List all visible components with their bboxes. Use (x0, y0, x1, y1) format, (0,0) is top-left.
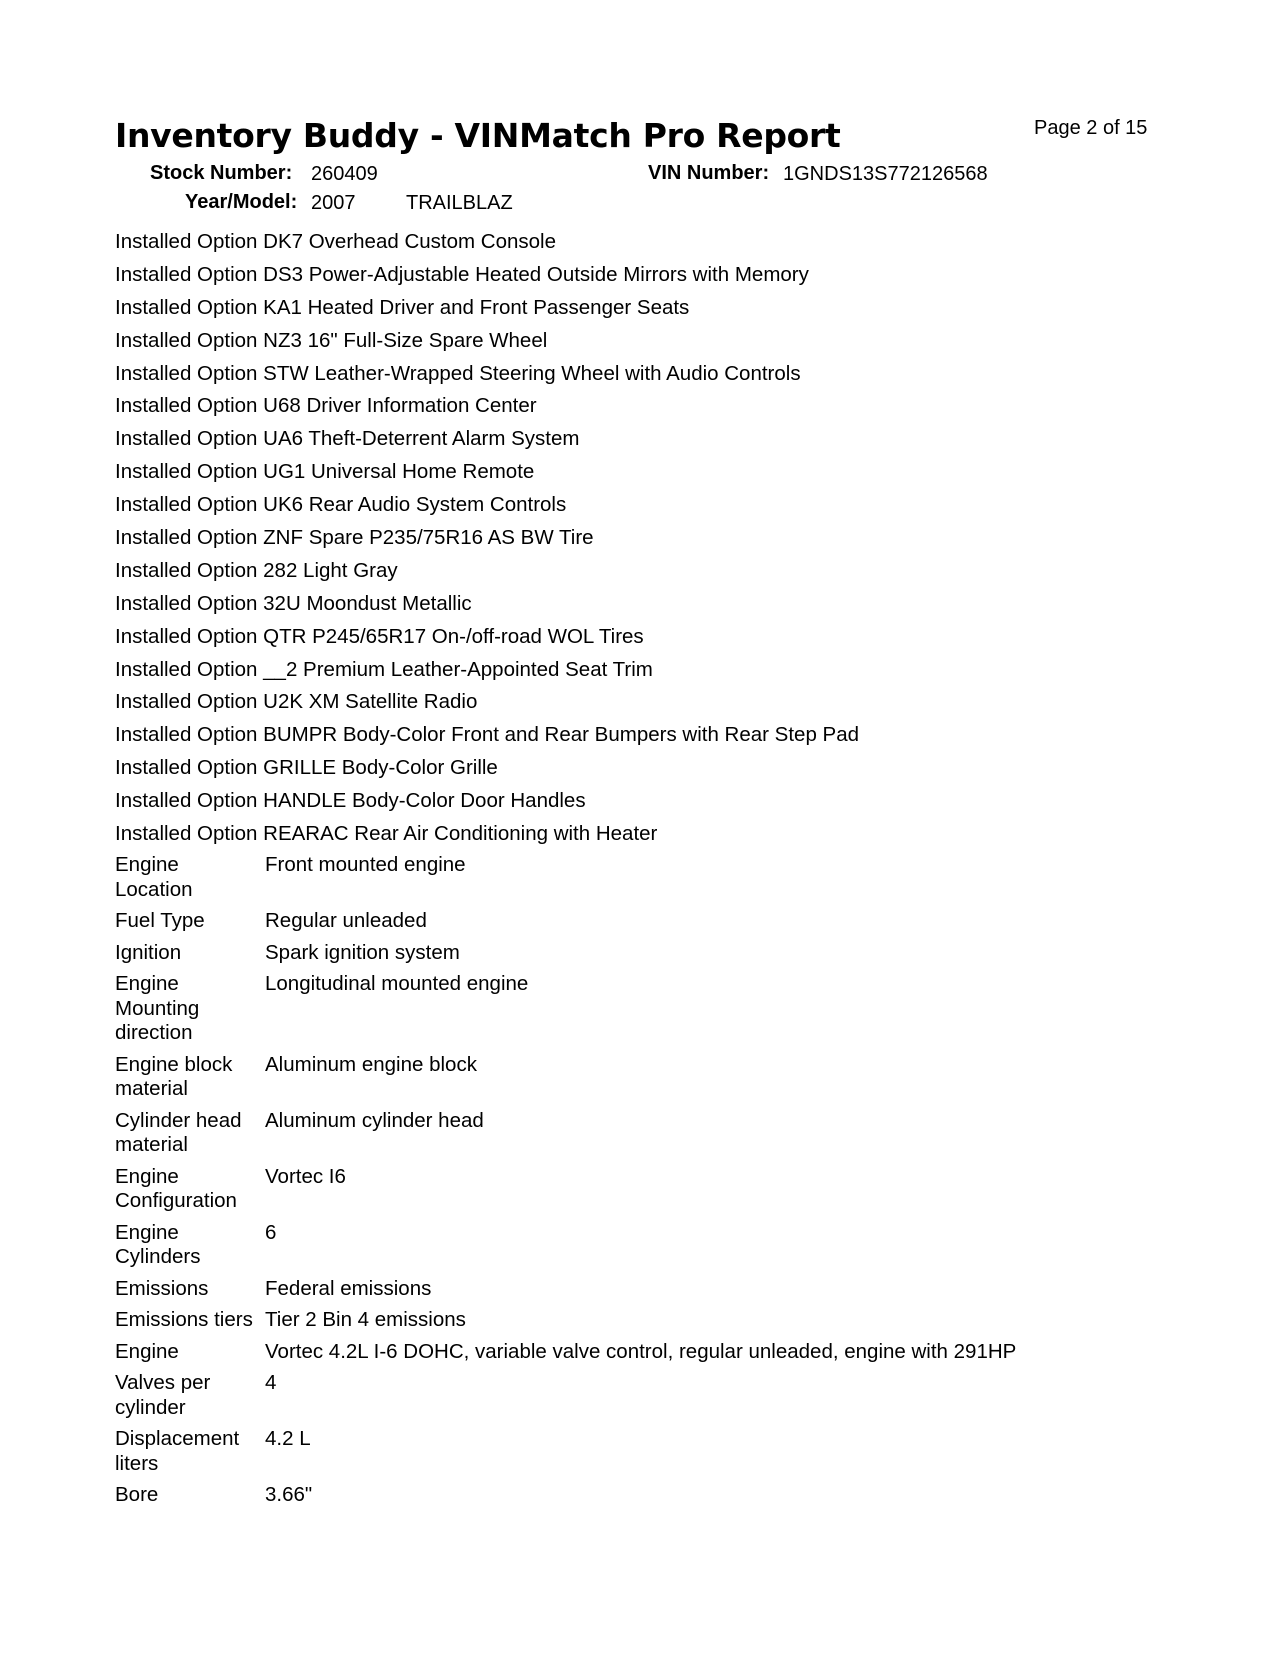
installed-option-row: Installed Option ZNF Spare P235/75R16 AS BW Tire (115, 526, 594, 550)
installed-option-row: Installed Option U2K XM Satellite Radio (115, 690, 478, 714)
spec-value: 4.2 L (265, 1427, 311, 1450)
spec-value: 4 (265, 1371, 277, 1394)
installed-option-row: Installed Option DS3 Power-Adjustable Heated Outside Mirrors with Memory (115, 262, 809, 286)
installed-option-row: Installed Option DK7 Overhead Custom Console (115, 230, 556, 253)
installed-option-row: Installed Option NZ3 16" Full-Size Spare Wheel (115, 328, 548, 352)
spec-label: Displacement liters (115, 1427, 240, 1475)
installed-option-row: Installed Option HANDLE Body-Color Door Handles (115, 789, 586, 813)
spec-row (115, 1427, 1016, 1483)
installed-options-list (115, 229, 859, 854)
stock-number-label: Stock Number: (150, 162, 293, 184)
spec-value: Vortec I6 (265, 1164, 346, 1188)
spec-label: Engine (115, 1339, 179, 1363)
installed-option-row: Installed Option GRILLE Body-Color Grille (115, 756, 498, 780)
spec-row (115, 1340, 1016, 1372)
installed-option-row: Installed Option UA6 Theft-Deterrent Alarm System (115, 427, 580, 451)
installed-option-row: Installed Option UG1 Universal Home Remote (115, 460, 535, 484)
engine-specs-body (115, 853, 1016, 1515)
spec-row (115, 1053, 1016, 1109)
year-model-label: Year/Model: (185, 191, 298, 213)
engine-specs-table (115, 853, 1016, 1515)
model-value: TRAILBLAZ (406, 192, 513, 214)
spec-label: Bore (115, 1483, 159, 1506)
installed-option-row: Installed Option KA1 Heated Driver and Front Passenger Seats (115, 295, 690, 319)
year-value: 2007 (311, 192, 356, 214)
installed-option-row: Installed Option 282 Light Gray (115, 558, 398, 582)
vin-number-value: 1GNDS13S772126568 (783, 163, 988, 185)
spec-row (115, 1165, 1016, 1221)
installed-option-row: Installed Option __2 Premium Leather-Appointed Seat Trim (115, 657, 653, 681)
spec-value: Regular unleaded (265, 909, 427, 932)
spec-row (115, 972, 1016, 1053)
spec-value: 3.66" (265, 1483, 313, 1506)
spec-label: Fuel Type (115, 909, 205, 932)
installed-option-row: Installed Option QTR P245/65R17 On-/off-road WOL Tires (115, 624, 644, 648)
spec-row (115, 1277, 1016, 1309)
spec-value: Tier 2 Bin 4 emissions (265, 1308, 466, 1331)
stock-number-value: 260409 (311, 163, 378, 185)
spec-row (115, 1109, 1016, 1165)
spec-row (115, 1221, 1016, 1277)
spec-value: Aluminum engine block (265, 1052, 477, 1076)
spec-label: Engine Mounting direction (115, 972, 200, 1044)
installed-option-row: Installed Option UK6 Rear Audio System Controls (115, 493, 567, 517)
spec-row (115, 909, 1016, 941)
spec-label: Ignition (115, 940, 182, 964)
spec-value: Longitudinal mounted engine (265, 972, 529, 995)
spec-row (115, 1308, 1016, 1340)
spec-row (115, 1371, 1016, 1427)
spec-label: Cylinder head material (115, 1108, 242, 1156)
installed-option-row: Installed Option REARAC Rear Air Conditioning with Heater (115, 822, 658, 846)
spec-label: Engine Cylinders (115, 1220, 201, 1268)
spec-row (115, 941, 1016, 973)
report-title: Inventory Buddy - VINMatch Pro Report (115, 116, 841, 155)
spec-value: 6 (265, 1220, 277, 1244)
spec-row (115, 853, 1016, 909)
spec-label: Valves per cylinder (115, 1371, 211, 1419)
spec-value: Spark ignition system (265, 940, 460, 964)
spec-value: Aluminum cylinder head (265, 1108, 484, 1132)
spec-value: Vortec 4.2L I-6 DOHC, variable valve control, regular unleaded, engine with 291HP (265, 1339, 1017, 1363)
spec-label: Engine Location (115, 853, 193, 901)
spec-label: Engine block material (115, 1052, 233, 1100)
spec-value: Federal emissions (265, 1276, 432, 1300)
page-indicator: Page 2 of 15 (1034, 117, 1148, 139)
installed-option-row: Installed Option U68 Driver Information Center (115, 394, 537, 418)
installed-option-row: Installed Option 32U Moondust Metallic (115, 591, 472, 615)
vin-number-label: VIN Number: (648, 162, 770, 184)
spec-label: Emissions tiers (115, 1308, 253, 1331)
installed-option-row: Installed Option STW Leather-Wrapped Steering Wheel with Audio Controls (115, 361, 801, 385)
installed-option-row: Installed Option BUMPR Body-Color Front and Rear Bumpers with Rear Step Pad (115, 723, 860, 747)
spec-label: Engine Configuration (115, 1164, 237, 1212)
spec-label: Emissions (115, 1276, 209, 1300)
spec-row (115, 1483, 1016, 1515)
spec-value: Front mounted engine (265, 853, 466, 876)
